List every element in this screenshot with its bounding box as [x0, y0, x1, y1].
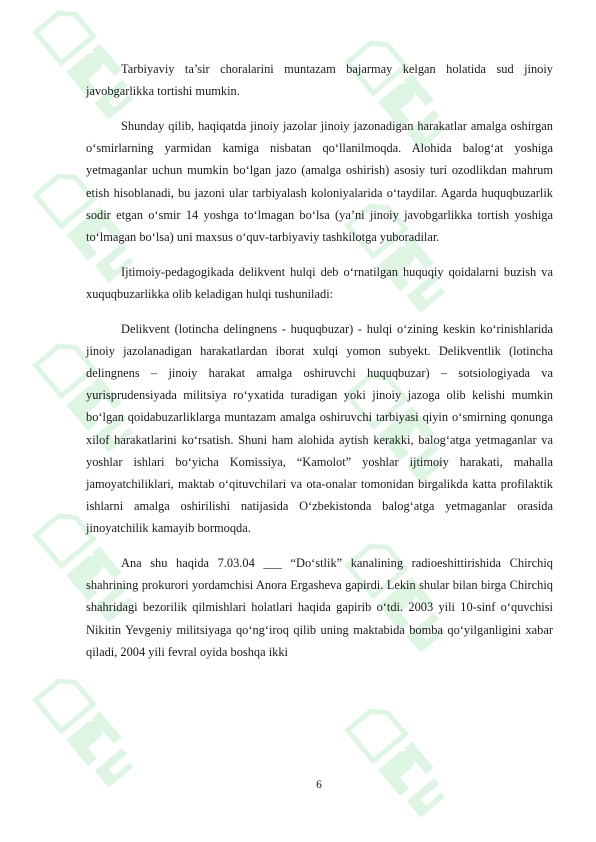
- paragraph: Shunday qilib, haqiqatda jinoiy jazolar jinoiy jazonadigan harakatlar amalga oshirgan o‘smirlarning yarmidan kamiga nisbatan qo‘llanilmoqda. Alohida balog‘at yoshiga yetmaganlar uchun mumkin bo‘lgan jazo (amalga oshirish) asosiy turi ozodlikdan mahrum etish hisoblanadi, bu jazoni ular tarbiyalash koloniyalarida o‘taydilar. Agarda huquqbuzarlik sodir etgan o‘smir 14 yoshga to‘lmagan bo‘lsa (ya’ni jinoiy javobgarlikka tortish yoshiga to‘lmagan bo‘lsa) uni maxsus o‘quv-tarbiyaviy tashkilotga yuboradilar.: [86, 118, 553, 244]
- page-number: 6: [316, 779, 322, 791]
- paragraph: Ana shu haqida 7.03.04 ___ “Do‘stlik” kanalining radioeshittirishida Chirchiq shahrining prokurori yordamchisi Anora Ergasheva gapirdi. Lekin shular bilan birga Chirchiq shahridagi bezorilik qilmishlari holatlari haqida gapirib o‘tdi. 2003 yili 10-sinf o‘quvchisi Nikitin Yevgeniy militsiyaga qo‘ng‘iroq qilib uning maktabida bomba qo‘yilganligini xabar qiladi, 2004 yili fevral oyida boshqa ikki: [86, 556, 553, 659]
- watermark-logo-icon: [27, 665, 147, 793]
- document-body: [86, 58, 553, 676]
- watermark-logo-icon: [339, 695, 459, 823]
- paragraph: Ijtimoiy-pedagogikada delikvent hulqi deb o‘rnatilgan huquqiy qoidalarni buzish va xuquqbuzarlikka olib keladigan hulqi tushuniladi:: [86, 264, 553, 301]
- paragraph: Delikvent (lotincha delingnens - huquqbuzar) - hulqi o‘zining keskin ko‘rinishlarida jinoiy jazolanadigan harakatlardan iborat xulqi yomon subyekt. Delikventlik (lotincha delingnens – jinoiy harakat amalga oshiruvchi huquqbuzar) – sotsiologiyada va yurisprudensiyada militsiya ro‘yxatida turadigan yoki jinoiy jazoga olib kelishi mumkin bo‘lgan qoidabuzarliklarga muntazam amalga oshiruvchi tarbiyasi qiyin o‘smirning qonunga xilof harakatlarini ko‘rsatish. Shuni ham alohida aytish kerakki, balog‘atga yetmaganlar va yoshlar ishlari bo‘yicha Komissiya, “Kamolot” yoshlar ijtimoiy harakati, mahalla jamoyatchiliklari, maktab o‘qituvchilari va ota-onalar tomonidan birgalikda katta profilaktik ishlarni amalga oshirilishi natijasida O‘zbekistonda balog‘atga yetmaganlar orasida jinoyatchilik kamayib bormoqda.: [86, 321, 553, 536]
- paragraph: Tarbiyaviy ta’sir choralarini muntazam bajarmay kelgan holatida sud jinoiy javobgarlikka tortishi mumkin.: [86, 62, 553, 99]
